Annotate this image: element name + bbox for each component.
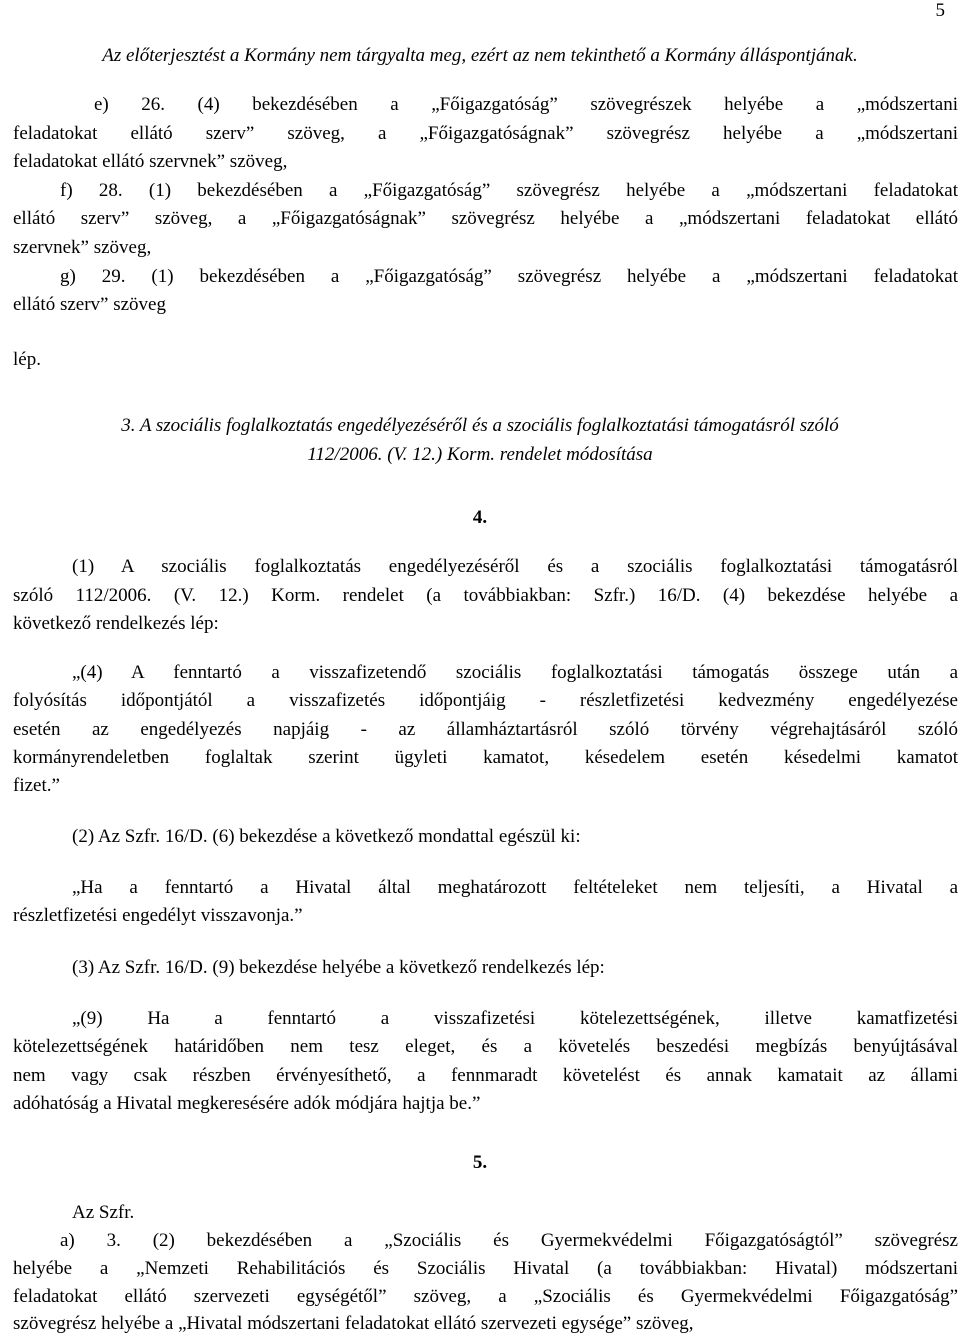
paragraph-4-heading: 4. bbox=[472, 507, 488, 528]
text-line: ellátó szerv” szöveg, a „Főigazgatóságnak” szövegrész helyébe a „módszertani feladatokat ellátó bbox=[13, 208, 958, 229]
text-line: a) 3. (2) bekezdésében a „Szociális és Gyermekvédelmi Főigazgatóságtól” szövegrész bbox=[60, 1230, 958, 1251]
text-line: szervnek” szöveg, bbox=[13, 237, 152, 258]
text-line: (2) Az Szfr. 16/D. (6) bekezdése a következő mondattal egészül ki: bbox=[72, 826, 581, 847]
text-line: szövegrész helyébe a „Hivatal módszertani feladatokat ellátó szervezeti egysége” szöveg, bbox=[13, 1313, 694, 1334]
text-line: feladatokat ellátó szervnek” szöveg, bbox=[13, 151, 288, 172]
text-line: feladatokat ellátó szervezeti egységétől” szöveg, a „Szociális és Gyermekvédelmi Főigazgatóság” bbox=[13, 1286, 958, 1307]
text-line: helyébe a „Nemzeti Rehabilitációs és Szociális Hivatal (a továbbiakban: Hivatal) módszertani bbox=[13, 1258, 958, 1279]
quote-line: fizet.” bbox=[13, 775, 60, 796]
text-line: ellátó szerv” szöveg bbox=[13, 294, 166, 315]
text-line: (3) Az Szfr. 16/D. (9) bekezdése helyébe a következő rendelkezés lép: bbox=[72, 957, 605, 978]
text-line: lép. bbox=[13, 349, 41, 370]
page-number: 5 bbox=[935, 0, 945, 21]
header-note: Az előterjesztést a Kormány nem tárgyalta meg, ezért az nem tekinthető a Kormány álláspontjának. bbox=[102, 45, 858, 66]
text-line: feladatokat ellátó szerv” szöveg, a „Főigazgatóságnak” szövegrész helyébe a „módszertani bbox=[13, 123, 958, 144]
section-3-heading: 3. A szociális foglalkoztatás engedélyezéséről és a szociális foglalkoztatási támogatásról szóló bbox=[121, 415, 839, 436]
paragraph-5-heading: 5. bbox=[472, 1152, 488, 1173]
quote-line: részletfizetési engedélyt visszavonja.” bbox=[13, 905, 303, 926]
text-line: f) 28. (1) bekezdésében a „Főigazgatóság” szövegrész helyébe a „módszertani feladatokat bbox=[60, 180, 958, 201]
quote-line: folyósítás időpontjától a visszafizetés időpontjáig - részletfizetési kedvezmény engedélyezése bbox=[13, 690, 958, 711]
section-3-heading-cont: 112/2006. (V. 12.) Korm. rendelet módosítása bbox=[307, 444, 653, 465]
text-line: (1) A szociális foglalkoztatás engedélyezéséről és a szociális foglalkoztatási támogatásról bbox=[72, 556, 958, 577]
quote-line: adóhatóság a Hivatal megkeresésére adók módjára hajtja be.” bbox=[13, 1093, 481, 1114]
text-line: Az Szfr. bbox=[72, 1202, 135, 1223]
quote-line: esetén az engedélyezés napjáig - az államháztartásról szóló törvény végrehajtásáról szóló bbox=[13, 719, 958, 740]
text-line: g) 29. (1) bekezdésében a „Főigazgatóság” szövegrész helyébe a „módszertani feladatokat bbox=[60, 266, 958, 287]
text-line: szóló 112/2006. (V. 12.) Korm. rendelet (a továbbiakban: Szfr.) 16/D. (4) bekezdése helyébe a bbox=[13, 585, 958, 606]
quote-line: „(4) A fenntartó a visszafizetendő szociális foglalkoztatási támogatás összege után a bbox=[72, 662, 958, 683]
quote-line: „(9) Ha a fenntartó a visszafizetési kötelezettségének, illetve kamatfizetési bbox=[72, 1008, 958, 1029]
quote-line: kötelezettségének határidőben nem tesz eleget, és a követelés beszedési megbízás benyújtásával bbox=[13, 1036, 958, 1057]
quote-line: nem vagy csak részben érvényesíthető, a fennmaradt követelést és annak kamatait az állami bbox=[13, 1065, 958, 1086]
text-line: következő rendelkezés lép: bbox=[13, 613, 219, 634]
quote-line: kormányrendeletben foglaltak szerint ügyleti kamatot, késedelem esetén késedelmi kamatot bbox=[13, 747, 958, 768]
quote-line: „Ha a fenntartó a Hivatal által meghatározott feltételeket nem teljesíti, a Hivatal a bbox=[72, 877, 958, 898]
text-line: e) 26. (4) bekezdésében a „Főigazgatóság” szövegrészek helyébe a „módszertani bbox=[94, 94, 958, 115]
